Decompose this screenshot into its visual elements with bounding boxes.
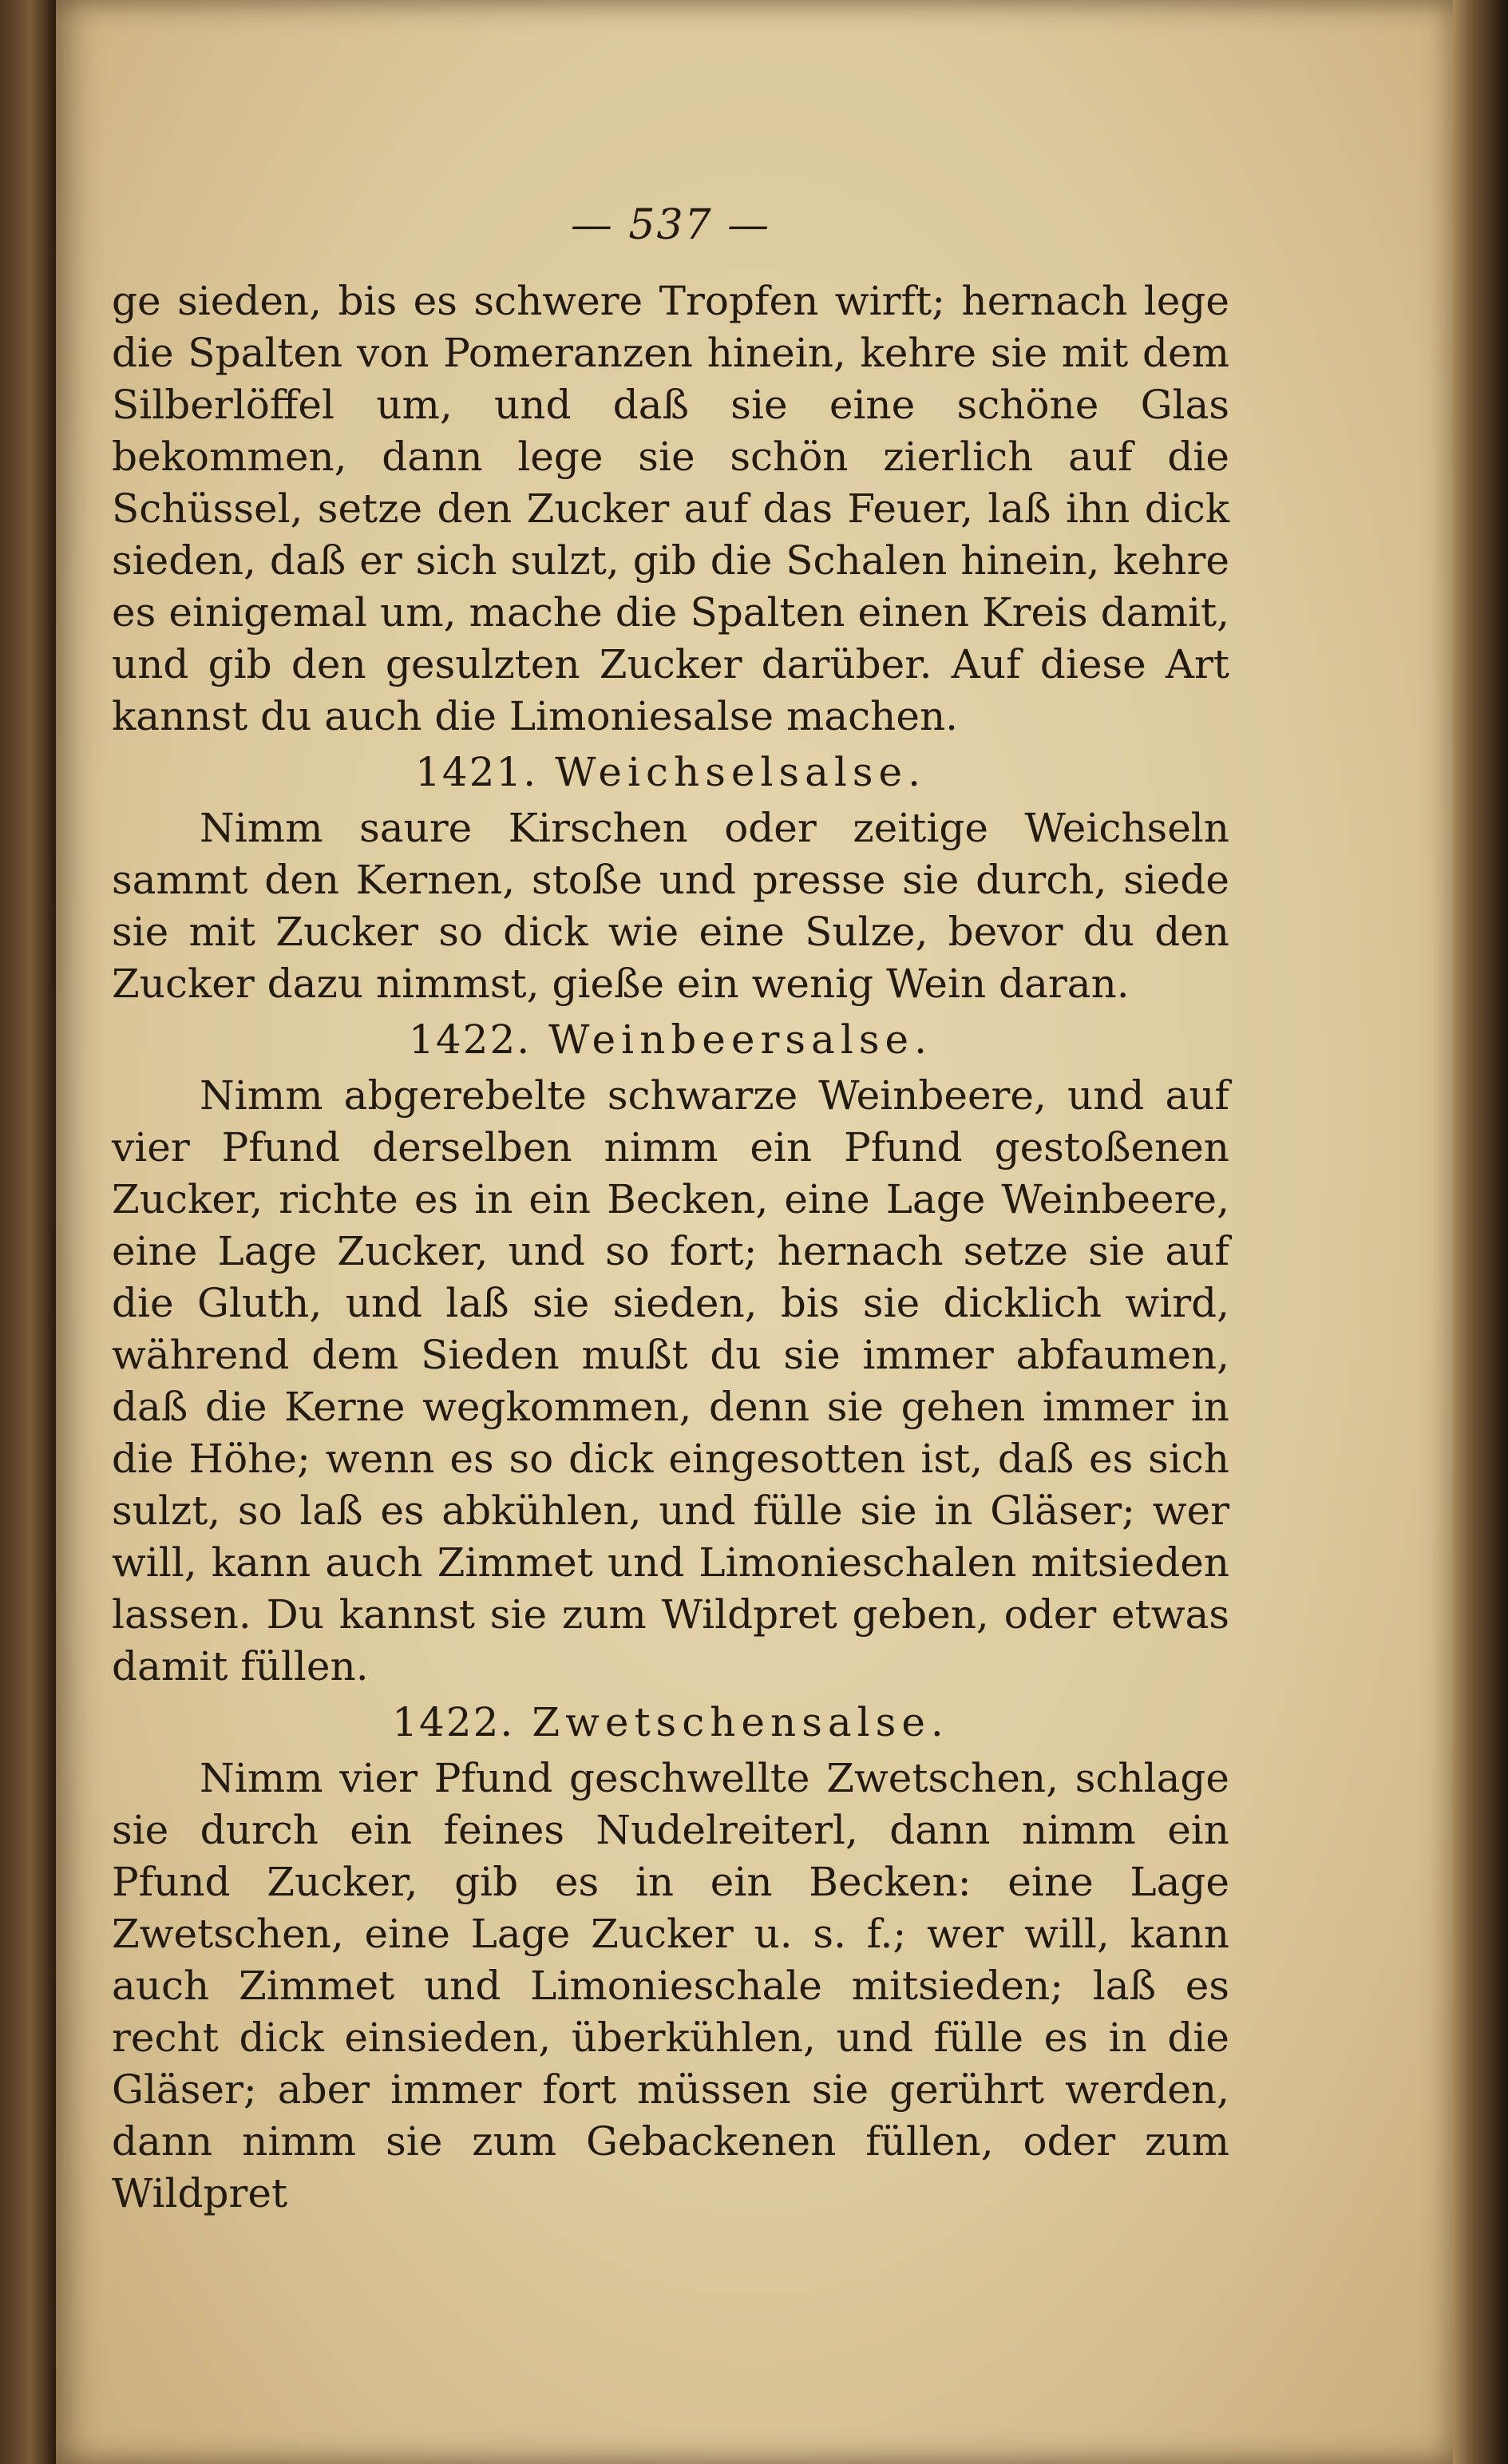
left-page-edge [0,0,56,2464]
recipe-text: Nimm saure Kirschen oder zeitige Weichseln sammt den Kernen, stoße und presse sie durch, siede sie mit Zucker so dick wie eine Sulze, bevor du den Zucker dazu nimmst, gieße ein wenig Wein daran. [112,805,1229,1007]
recipe-number: 1422. [409,1016,532,1063]
recipe-number: 1421. [414,749,538,795]
recipe-heading [112,747,1229,798]
page-number: — 537 — [570,201,771,249]
recipe-heading [112,1697,1229,1749]
page-stack-edge [1453,0,1508,2464]
recipe-text: Nimm vier Pfund geschwellte Zwetschen, schlage sie durch ein feines Nudelreiterl, dann nimm ein Pfund Zucker, gib es in ein Becken: eine Lage Zwetschen, eine Lage Zucker u. s. f.; wer will, kann auch Zimmet und Limonieschale mitsieden; laß es recht dick einsieden, überkühlen, und fülle es in die Gläser; aber immer fort müssen sie gerührt werden, dann nimm sie zum Gebackenen füllen, oder zum Wildpret [112,1755,1229,2216]
page-content [112,200,1229,2220]
intro-paragraph: ge sieden, bis es schwere Tropfen wirft; hernach lege die Spalten von Pomeranzen hinein, kehre sie mit dem Silberlöffel um, und daß sie eine schöne Glas bekommen, dann lege sie schön zierlich auf die Schüssel, setze den Zucker auf das Feuer, laß ihn dick sieden, daß er sich sulzt, gib die Schalen hinein, kehre es einigemal um, mache die Spalten einen Kreis damit, und gib den gesulzten Zucker darüber. Auf diese Art kannst du auch die Limoniesalse machen. [112,278,1229,739]
recipe-title: Weichselsalse. [555,749,927,795]
recipe-title: Zwetschensalse. [532,1699,949,1745]
recipe-title: Weinbeersalse. [548,1016,932,1063]
recipe-text: Nimm abgerebelte schwarze Weinbeere, und auf vier Pfund derselben nimm ein Pfund gestoßenen Zucker, richte es in ein Becken, eine Lage Weinbeere, eine Lage Zucker, und so fort; hernach setze sie auf die Gluth, und laß sie sieden, bis sie dicklich wird, während dem Sieden mußt du sie immer abfaumen, daß die Kerne wegkommen, denn sie gehen immer in die Höhe; wenn es so dick eingesotten ist, daß es sich sulzt, so laß es abkühlen, und fülle sie in Gläser; wer will, kann auch Zimmet und Limonieschalen mitsieden lassen. Du kannst sie zum Wildpret geben, oder etwas damit füllen. [112,1072,1229,1690]
recipe-heading [112,1014,1229,1066]
recipe-number: 1422. [392,1699,515,1745]
